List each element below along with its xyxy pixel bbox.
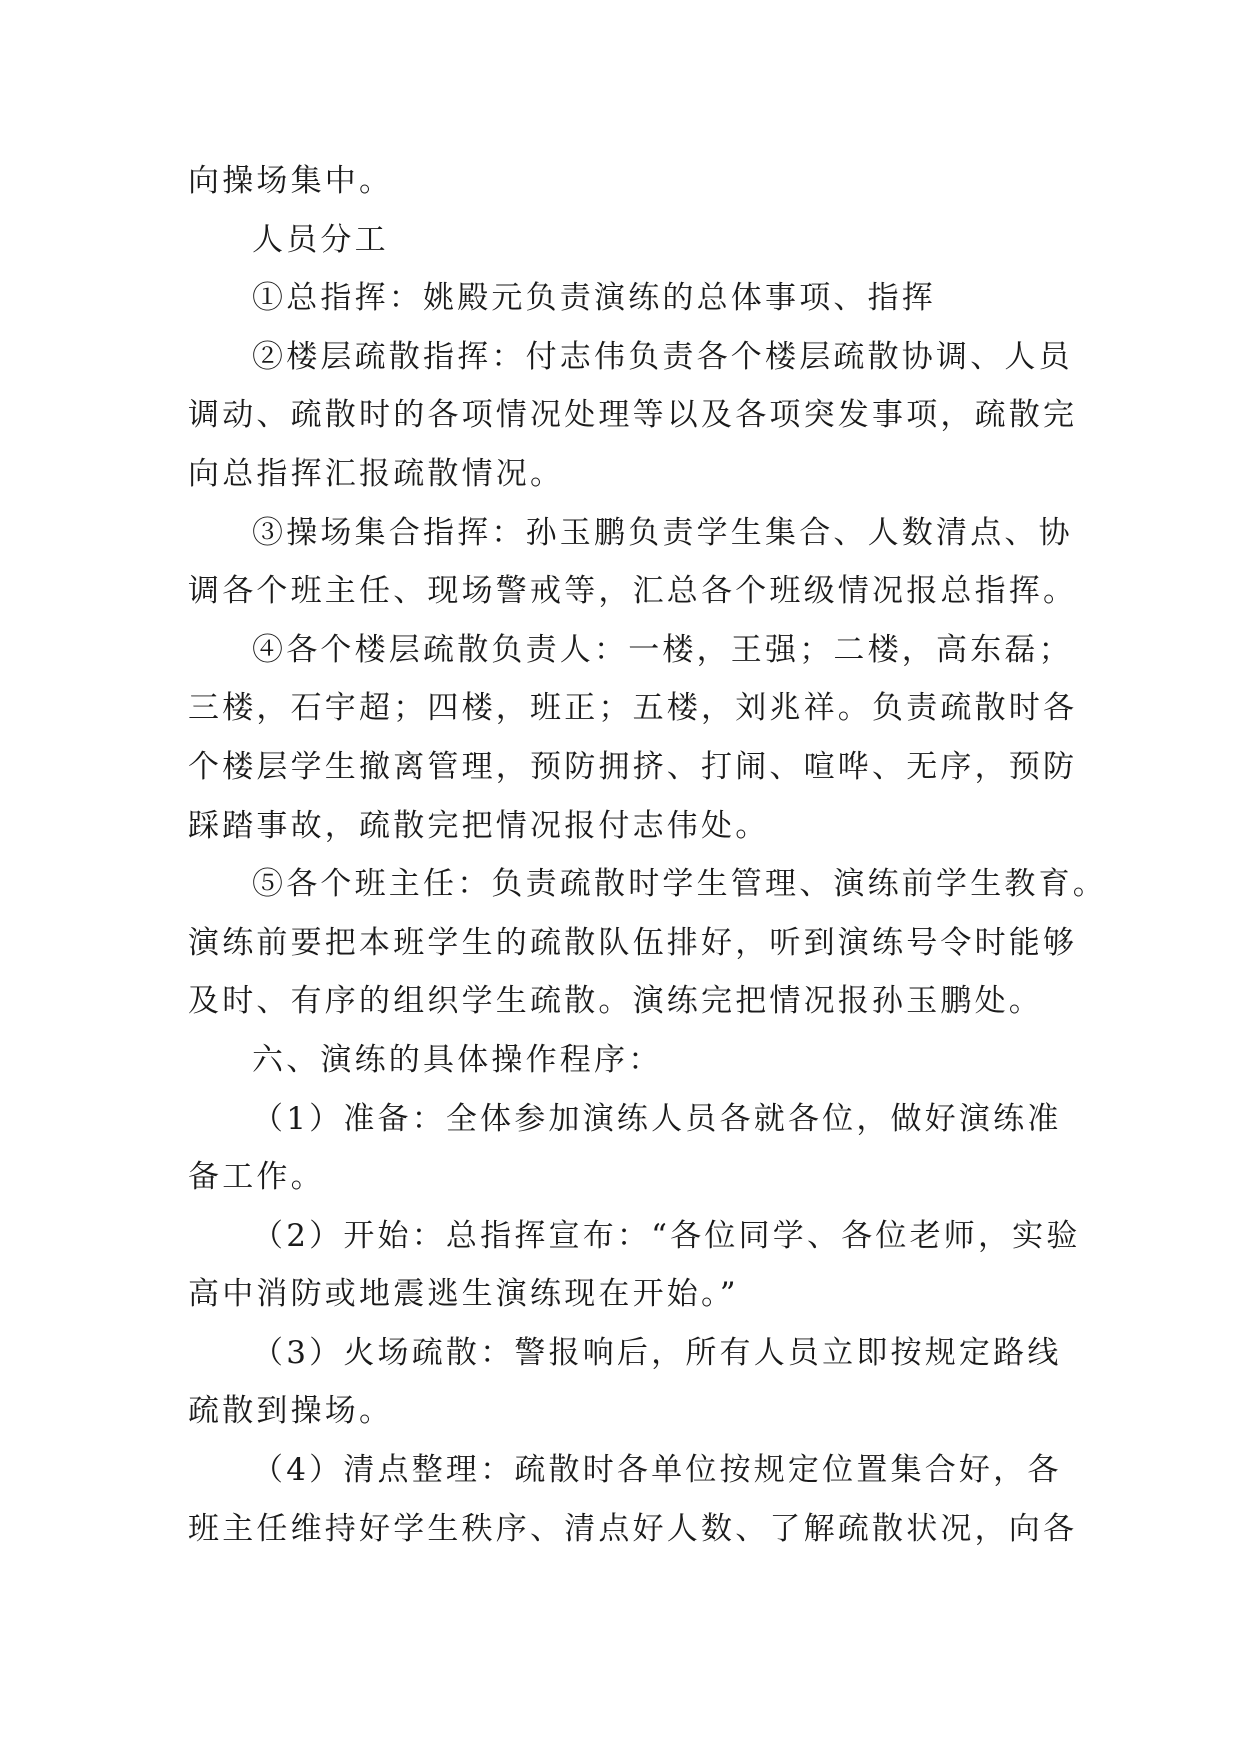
text-line-9: ④各个楼层疏散负责人：一楼，王强；二楼，高东磊；	[252, 631, 1073, 668]
text-line-2: 人员分工	[252, 221, 389, 258]
text-line-17: （1）准备：全体参加演练人员各就各位，做好演练准	[252, 1100, 1062, 1137]
text-line-5: 调动、疏散时的各项情况处理等以及各项突发事项，疏散完	[188, 397, 1078, 434]
text-line-19: （2）开始：总指挥宣布：“各位同学、各位老师，实验	[252, 1217, 1081, 1254]
text-line-24: 班主任维持好学生秩序、清点好人数、了解疏散状况，向各	[188, 1510, 1078, 1547]
text-line-7: ③操场集合指挥：孙玉鹏负责学生集合、人数清点、协	[252, 514, 1073, 551]
text-line-6: 向总指挥汇报疏散情况。	[188, 455, 565, 492]
text-line-10: 三楼，石宇超；四楼，班正；五楼，刘兆祥。负责疏散时各	[188, 690, 1078, 727]
text-line-11: 个楼层学生撤离管理，预防拥挤、打闹、喧哗、无序，预防	[188, 748, 1078, 785]
text-line-22: 疏散到操场。	[188, 1393, 394, 1430]
text-line-16: 六、演练的具体操作程序：	[252, 1041, 663, 1078]
text-line-23: （4）清点整理：疏散时各单位按规定位置集合好，各	[252, 1452, 1062, 1489]
document-body	[188, 152, 1107, 1558]
text-line-8: 调各个班主任、现场警戒等，汇总各个班级情况报总指挥。	[188, 573, 1078, 610]
text-line-3: ①总指挥：姚殿元负责演练的总体事项、指挥	[252, 280, 936, 317]
text-line-21: （3）火场疏散：警报响后，所有人员立即按规定路线	[252, 1334, 1062, 1371]
text-line-4: ②楼层疏散指挥：付志伟负责各个楼层疏散协调、人员	[252, 338, 1073, 375]
text-line-1: 向操场集中。	[188, 163, 394, 199]
text-line-15: 及时、有序的组织学生疏散。演练完把情况报孙玉鹏处。	[188, 983, 1043, 1020]
text-line-14: 演练前要把本班学生的疏散队伍排好，听到演练号令时能够	[188, 924, 1078, 961]
text-line-12: 踩踏事故，疏散完把情况报付志伟处。	[188, 807, 770, 844]
text-line-13: ⑤各个班主任：负责疏散时学生管理、演练前学生教育。	[252, 866, 1107, 903]
text-line-20: 高中消防或地震逃生演练现在开始。”	[188, 1276, 739, 1313]
text-line-18: 备工作。	[188, 1159, 325, 1196]
